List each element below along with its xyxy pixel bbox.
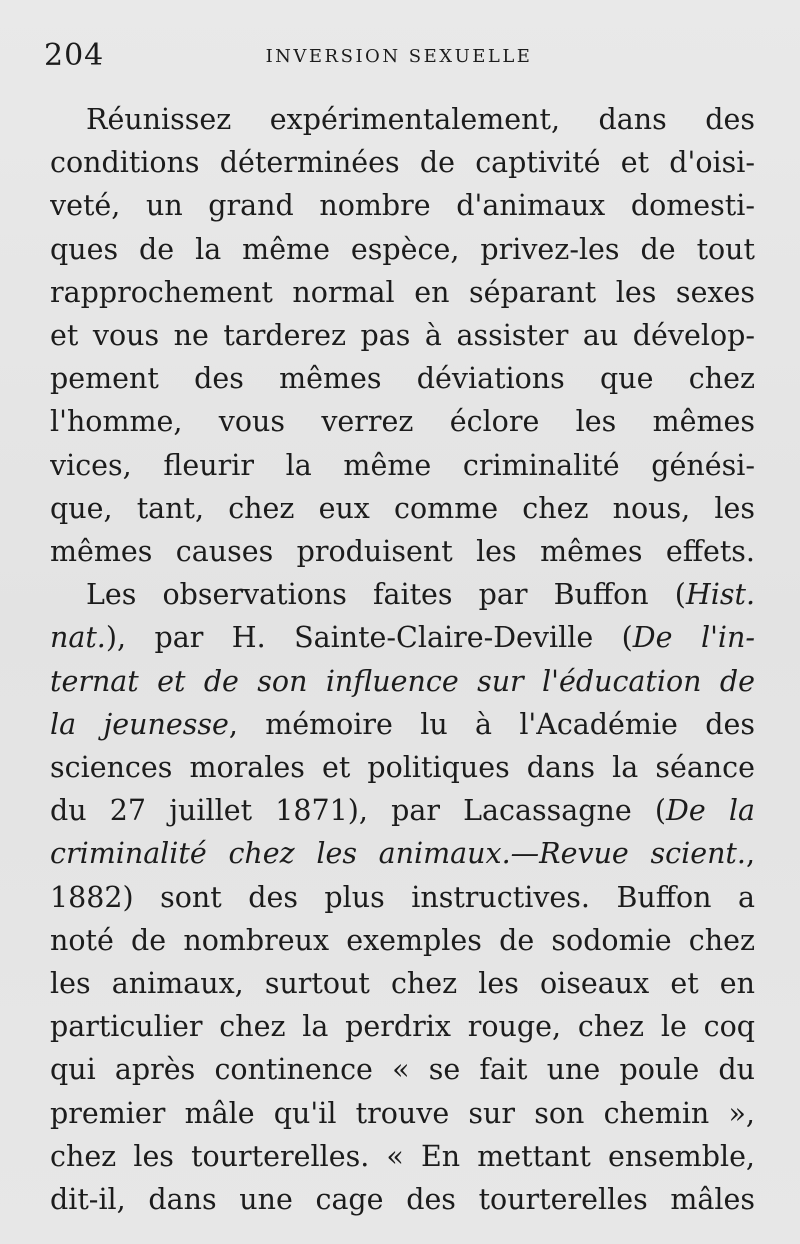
text-line — [50, 832, 755, 875]
text-line: sciences morales et politiques dans la séance — [50, 751, 755, 785]
paragraph-1 — [50, 98, 755, 573]
text-line: veté, un grand nombre d'animaux domesti- — [50, 189, 755, 223]
text-run: Les observations faites par Buffon ( — [86, 578, 686, 612]
citation-title: Hist. — [685, 578, 755, 612]
running-head: INVERSION SEXUELLE — [265, 46, 533, 67]
citation-title: De la — [666, 794, 755, 828]
text-line — [50, 789, 755, 832]
text-run: , mémoire lu à l'Académie des — [228, 707, 755, 741]
text-line: dit-il, dans une cage des tourterelles mâles — [50, 1183, 755, 1217]
text-line: mêmes causes produisent les mêmes effets. — [50, 535, 755, 569]
citation-title: nat. — [50, 621, 106, 655]
text-line: et vous ne tarderez pas à assister au dévelop- — [50, 319, 755, 353]
text-line: 1882) sont des plus instructives. Buffon a — [50, 880, 755, 914]
text-line: ques de la même espèce, privez-les de tout — [50, 232, 755, 266]
text-line — [50, 573, 755, 616]
citation-title: ternat et de son influence sur l'éducation de — [50, 664, 755, 698]
text-line: chez les tourterelles. « En mettant ensemble, — [50, 1139, 755, 1173]
citation-title: criminalité chez les animaux.—Revue scient. — [50, 837, 746, 871]
text-line: qui après continence « se fait une poule du — [50, 1053, 755, 1087]
text-run: , — [745, 837, 755, 871]
text-line: Réunissez expérimentalement, dans des — [86, 103, 755, 136]
citation-title: De l'in- — [632, 621, 755, 655]
text-run: du 27 juillet 1871), par Lacassagne ( — [50, 794, 666, 828]
text-line — [50, 616, 755, 659]
page-header — [44, 38, 754, 78]
text-run: ), par H. Sainte-Claire-Deville ( — [105, 621, 633, 655]
text-line: conditions déterminées de captivité et d'oisi- — [50, 146, 755, 180]
text-line: particulier chez la perdrix rouge, chez le coq — [50, 1010, 755, 1044]
text-line: rapprochement normal en séparant les sexes — [50, 275, 755, 309]
text-line — [50, 703, 755, 746]
text-line: pement des mêmes déviations que chez — [50, 362, 755, 396]
text-line: les animaux, surtout chez les oiseaux et en — [50, 967, 755, 1001]
text-line: noté de nombreux exemples de sodomie chez — [50, 923, 755, 957]
text-line: premier mâle qu'il trouve sur son chemin », — [50, 1096, 755, 1130]
paragraph-2 — [50, 573, 755, 1221]
text-line: que, tant, chez eux comme chez nous, les — [50, 491, 755, 525]
citation-title: la jeunesse — [50, 707, 229, 741]
text-line: vices, fleurir la même criminalité génési- — [50, 448, 755, 482]
page-number: 204 — [44, 38, 105, 73]
text-line — [50, 660, 755, 703]
text-line: l'homme, vous verrez éclore les mêmes — [50, 405, 755, 439]
body-text — [50, 98, 755, 1221]
